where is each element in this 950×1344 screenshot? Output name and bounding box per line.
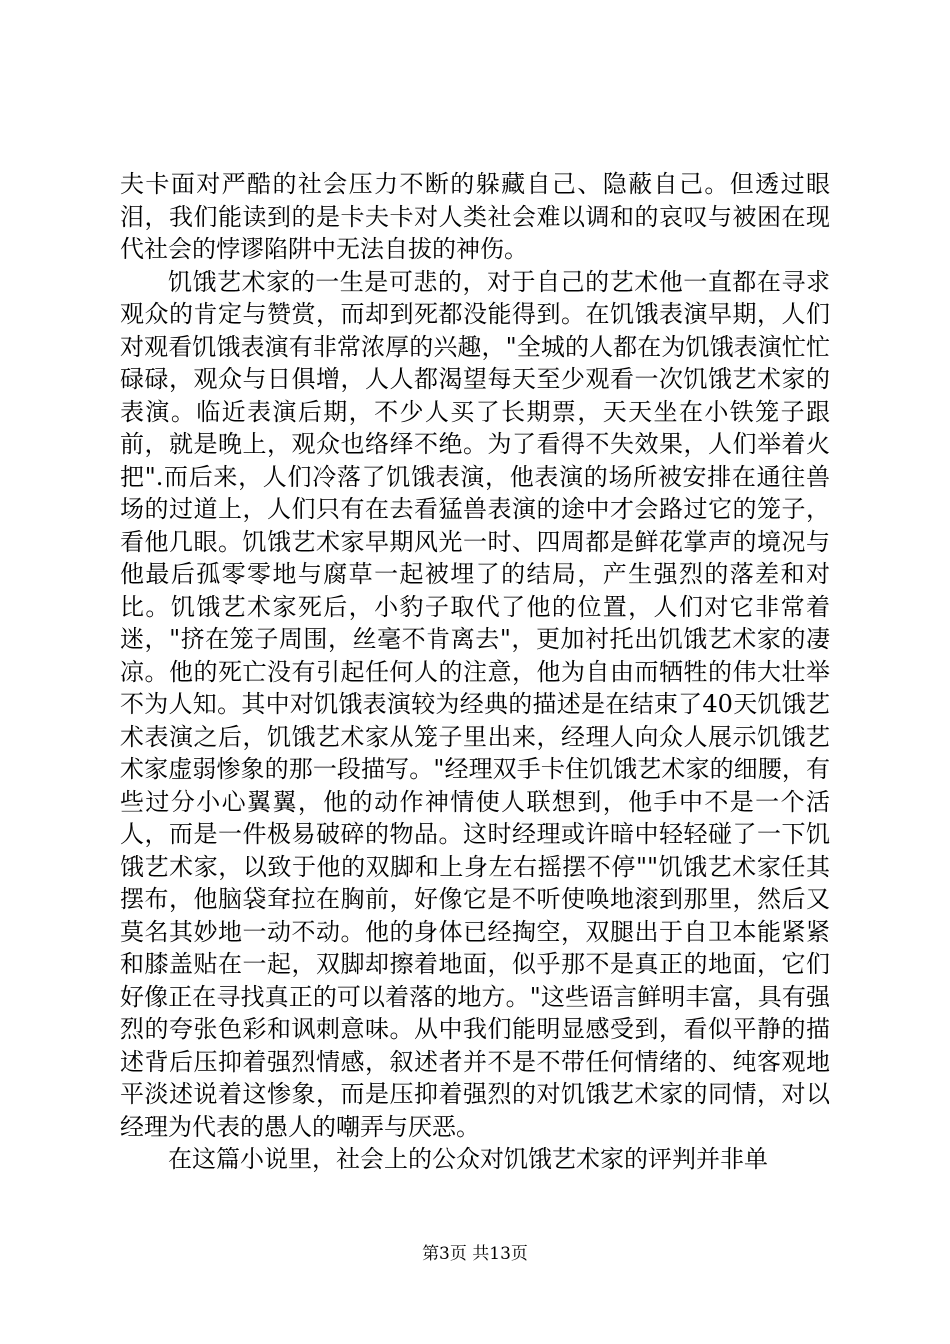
body-text [120, 168, 830, 1176]
paragraph-continuation: 夫卡面对严酷的社会压力不断的躲藏自己、隐蔽自己。但透过眼泪，我们能读到的是卡夫卡对人类社会难以调和的哀叹与被困在现代社会的悖谬陷阱中无法自拔的神伤。 [120, 170, 830, 263]
paragraph-public-judgment: 在这篇小说里，社会上的公众对饥饿艺术家的评判并非单 [168, 1145, 768, 1173]
paragraph-hunger-artist: 饥饿艺术家的一生是可悲的，对于自己的艺术他一直都在寻求观众的肯定与赞赏，而却到死都没能得到。在饥饿表演早期，人们对观看饥饿表演有非常浓厚的兴趣，"全城的人都在为饥饿表演忙忙碌碌，观众与日俱增，人人都渴望每天至少观看一次饥饿艺术家的表演。临近表演后期，不少人买了长期票，天天坐在小铁笼子跟前，就是晚上，观众也络绎不绝。为了看得不失效果，人们举着火把".而后来，人们冷落了饥饿表演，他表演的场所被安排在通往兽场的过道上，人们只有在去看猛兽表演的途中才会路过它的笼子，看他几眼。饥饿艺术家早期风光一时、四周都是鲜花掌声的境况与他最后孤零零地与腐草一起被埋了的结局，产生强烈的落差和对比。饥饿艺术家死后，小豹子取代了他的位置，人们对它非常着迷，"挤在笼子周围，丝毫不肯离去"，更加衬托出饥饿艺术家的凄凉。他的死亡没有引起任何人的注意，他为自由而牺牲的伟大壮举不为人知。其中对饥饿表演较为经典的描述是在结束了40天饥饿艺术表演之后，饥饿艺术家从笼子里出来，经理人向众人展示饥饿艺术家虚弱惨象的那一段描写。"经理双手卡住饥饿艺术家的细腰，有些过分小心翼翼，他的动作神情使人联想到，他手中不是一个活人，而是一件极易破碎的物品。这时经理或许暗中轻轻碰了一下饥饿艺术家，以致于他的双脚和上身左右摇摆不停""饥饿艺术家任其摆布，他脑袋耷拉在胸前，好像它是不听使唤地滚到那里，然后又莫名其妙地一动不动。他的身体已经掏空，双腿出于自卫本能紧紧和膝盖贴在一起，双脚却擦着地面，似乎那不是真正的地面，它们好像正在寻找真正的可以着落的地方。"这些语言鲜明丰富，具有强烈的夸张色彩和讽刺意味。从中我们能明显感受到，看似平静的描述背后压抑着强烈情感，叙述者并不是不带任何情绪的、纯客观地平淡述说着这惨象，而是压抑着强烈的对饥饿艺术家的同情，对以经理为代表的愚人的嘲弄与厌恶。 [120, 267, 830, 1141]
page-footer [0, 1243, 950, 1265]
page-number: 第3页 共13页 [422, 1244, 528, 1264]
